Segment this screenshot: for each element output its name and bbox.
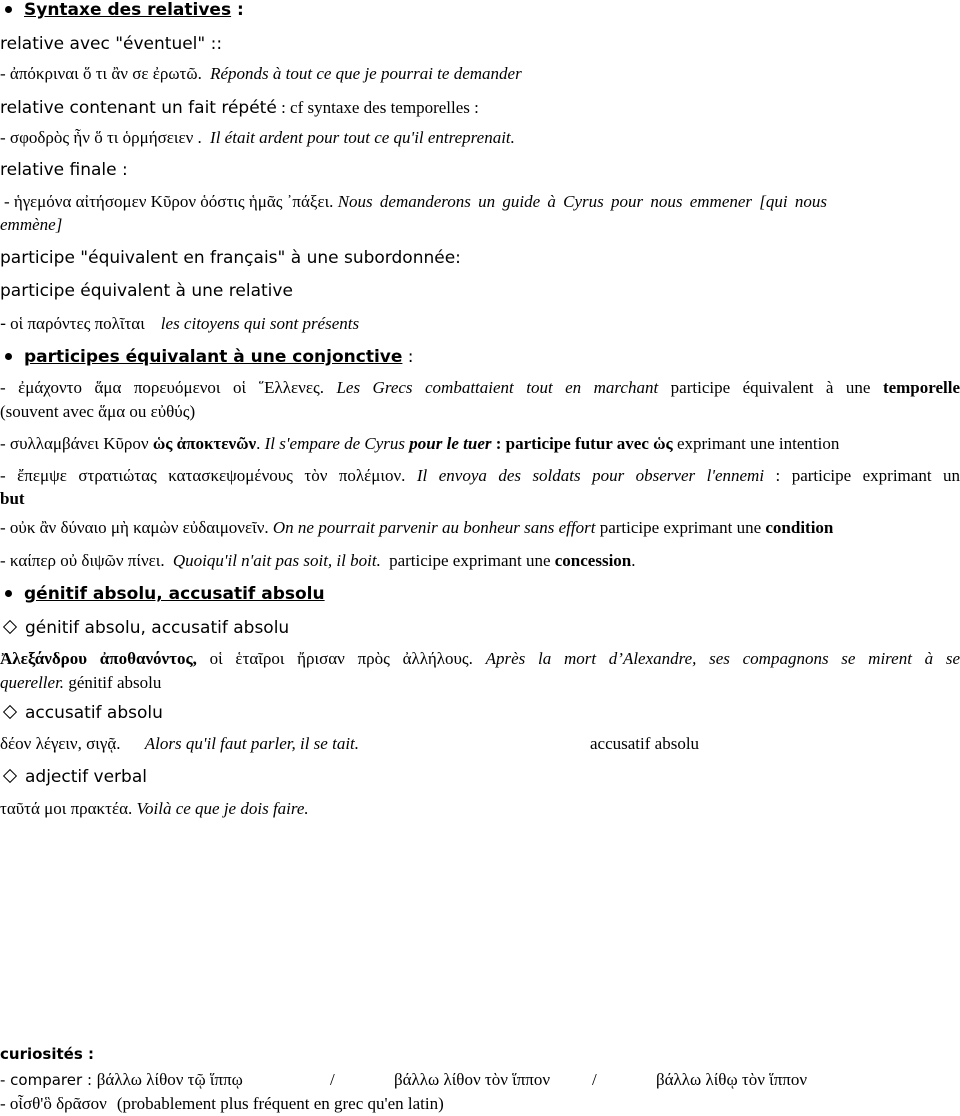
greek-text: βάλλω λίθον τῷ ἵππῳ (96, 1070, 243, 1089)
eventuel-label: relative avec "éventuel" :: (0, 34, 223, 54)
section-heading-relatives: Syntaxe des relatives : (0, 0, 244, 20)
note: participe exprimant une (389, 551, 551, 570)
accusatif-note: accusatif absolu (590, 734, 700, 753)
note: participe équivalent à une (670, 378, 871, 397)
greek-text: - ἔπεμψε στρατιώτας κατασκεψομένους τὸν πολέμιον. (0, 466, 406, 485)
note: participe exprimant une (599, 518, 762, 537)
french-translation: Nous demanderons un guide à Cyrus pour nous emmener [qui nous (337, 192, 827, 211)
greek-text: οἱ ἑταῖροι ἤρισαν πρὸς ἀλλήλους. (209, 649, 473, 668)
repete-reference: : cf syntaxe des temporelles : (276, 98, 479, 117)
genitif-example (0, 649, 960, 669)
french-translation: Après la mort d’Alexandre, ses compagnons se mirent à se (485, 649, 960, 668)
diamond-icon (3, 620, 17, 634)
greek-text: - ἀπόκριναι ὅ τι ἂν σε ἐρωτῶ. (0, 64, 202, 83)
greek-keyword: ὡς ἀποκτενῶν (152, 434, 257, 453)
genitif-label: génitif absolu, accusatif absolu (25, 618, 290, 638)
adjectif-label: adjectif verbal (25, 767, 147, 787)
french-keyword: pour le tuer (409, 434, 492, 453)
bullet-icon (5, 353, 12, 360)
accusatif-example (0, 734, 359, 754)
greek-text: - συλλαμβάνει Κῦρον (0, 434, 149, 453)
french-translation: Réponds à tout ce que je pourrai te demander (210, 64, 522, 83)
repete-example (0, 128, 515, 148)
note-keyword: : participe futur avec ὡς (495, 434, 673, 453)
french-translation: Voilà ce que je dois faire. (136, 799, 309, 818)
finale-example-line-2: emmène] (0, 215, 63, 234)
conjonctive-heading-line: participes équivalant à une conjonctive : (0, 347, 414, 367)
absolu-heading: génitif absolu, accusatif absolu (24, 584, 325, 604)
greek-text: δέον λέγειν, σιγᾷ. (0, 734, 121, 753)
french-translation: Quoiqu'il n'ait pas soit, il boit. (172, 551, 381, 570)
participe-relative-example: - οἱ παρόντες πολῖται les citoyens qui sont présents (0, 314, 360, 334)
greek-text: - καίπερ οὐ διψῶν πίνει. (0, 551, 165, 570)
greek-text: - σφοδρὸς ἦν ὅ τι ὁρμήσειεν . (0, 128, 202, 147)
genitif-example-line-2 (0, 673, 161, 693)
note-keyword: temporelle (882, 378, 960, 397)
participe-heading: participe "équivalent en français" à une subordonnée: (0, 248, 461, 268)
note-keyword: concession (554, 551, 632, 570)
participe-relative-label: participe équivalent à une relative (0, 281, 293, 301)
french-translation: Les Grecs combattaient tout en marchant (336, 378, 659, 397)
greek-text: - ἡγεμόνα αἰτήσομεν Κῦρον ὁόστις ἡμᾶς ᾽πάξει. (4, 192, 334, 211)
repete-label: relative contenant un fait répété (0, 98, 277, 118)
note: (probablement plus fréquent en grec qu'en latin) (116, 1094, 444, 1113)
conj-example-5: - καίπερ οὐ διψῶν πίνει. Quoiqu'il n'ait pas soit, il boit. participe exprimant une concession. (0, 551, 636, 570)
accusatif-label-line (0, 703, 163, 723)
comparer-line: - comparer : βάλλω λίθον τῷ ἵππῳ (0, 1070, 243, 1089)
conj-example-3 (0, 466, 960, 486)
conjonctive-heading: participes équivalant à une conjonctive (24, 347, 403, 367)
diamond-icon (3, 705, 17, 719)
greek-text: ταῦτά μοι πρακτέα. (0, 799, 133, 818)
conj-example-1 (0, 378, 960, 398)
french-translation: Il envoya des soldats pour observer l'ennemi (416, 466, 765, 485)
greek-text: οἱ παρόντες πολῖται (10, 314, 145, 333)
note-keyword: condition (765, 518, 834, 537)
curiosites-heading: curiosités : (0, 1045, 94, 1063)
greek-text: - ἐμάχοντο ἅμα πορευόμενοι οἱ ῞Ελλενες. (0, 378, 324, 397)
bullet-icon (5, 590, 12, 597)
diamond-icon (3, 769, 17, 783)
greek-keyword: Ἀλεξάνδρου ἀποθανόντος, (0, 649, 197, 668)
finale-label: relative finale : (0, 160, 128, 180)
french-translation: Alors qu'il faut parler, il se tait. (144, 734, 360, 753)
adjectif-example (0, 799, 309, 819)
greek-text: - οἶσθ'ὃ δρᾶσον (0, 1094, 107, 1113)
repete-line (0, 98, 479, 118)
absolu-heading-line (0, 584, 325, 604)
french-translation: les citoyens qui sont présents (160, 314, 360, 333)
comparer-label: - comparer (0, 1071, 83, 1089)
conj-example-1-line-2: (souvent avec ἅμα ou εὐθύς) (0, 402, 196, 421)
eventuel-example (0, 64, 522, 84)
note: exprimant une intention (676, 434, 840, 453)
relatives-heading: Syntaxe des relatives (24, 0, 232, 20)
separator: / (330, 1070, 335, 1089)
conj-example-4 (0, 518, 833, 538)
accusatif-label: accusatif absolu (25, 703, 163, 723)
finale-example-line-1 (4, 192, 827, 212)
french-translation: quereller. (0, 673, 65, 692)
genitif-label-line (0, 618, 289, 638)
greek-text: βάλλω λίθῳ τὸν ἵππον (656, 1070, 808, 1089)
french-translation: Il était ardent pour tout ce qu'il entreprenait. (210, 128, 515, 147)
french-translation: On ne pourrait parvenir au bonheur sans effort (272, 518, 596, 537)
french-translation: Il s'empare de Cyrus (264, 434, 406, 453)
greek-text: βάλλω λίθον τὸν ἵππον (394, 1070, 551, 1089)
adjectif-label-line (0, 767, 147, 787)
note: génitif absolu (68, 673, 162, 692)
bullet-icon (5, 6, 12, 13)
greek-text: - οὐκ ἂν δύναιο μὴ καμὼν εὐδαιμονεῖν. (0, 518, 269, 537)
conj-example-2: - συλλαμβάνει Κῦρον ὡς ἀποκτενῶν. Il s'empare de Cyrus pour le tuer : participe futur avec ὡς exprimant une intention (0, 434, 840, 453)
conj-example-3-keyword: but (0, 489, 25, 508)
note: : participe exprimant un (775, 466, 960, 485)
imperatif-line (0, 1094, 444, 1114)
separator: / (592, 1070, 597, 1089)
